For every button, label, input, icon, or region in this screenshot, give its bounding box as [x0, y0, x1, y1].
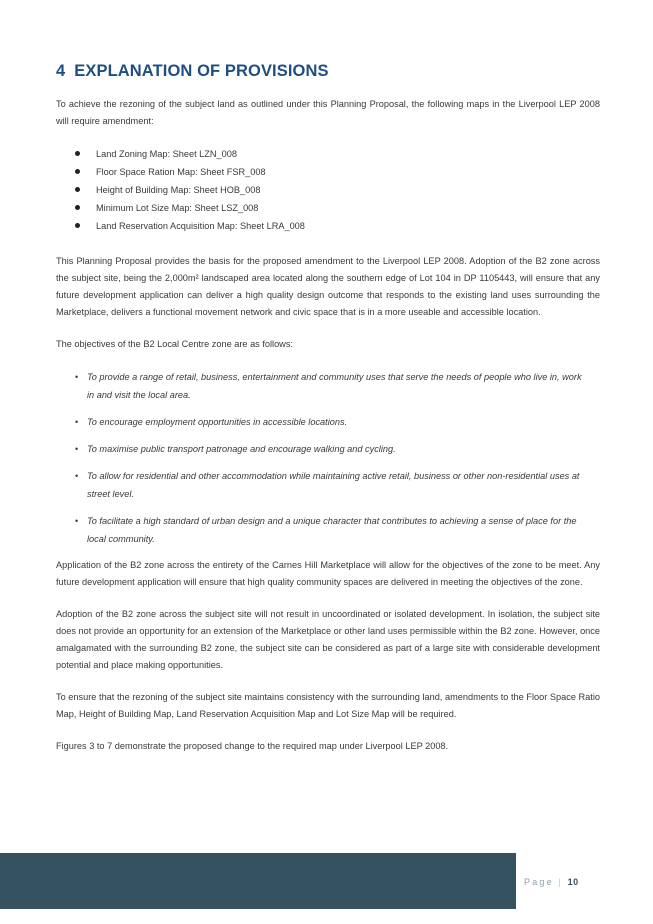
application-paragraph: Application of the B2 zone across the entirety of the Carnes Hill Marketplace will allow for the objectives of the zone to be meet. Any future development application will ensure that high quality community spaces are delivered in meeting the objectives of the zone. [56, 560, 600, 587]
objective-text: To encourage employment opportunities in accessible locations. [87, 417, 348, 427]
consistency-paragraph: To ensure that the rezoning of the subject site maintains consistency with the surrounding land, amendments to the Floor Space Ratio Map, Height of Building Map, Land Reservation Acquisition Map and Lot Size Map will be required. [56, 692, 600, 719]
page-separator: | [558, 877, 561, 887]
page-footer [524, 877, 579, 887]
proposal-paragraph: This Planning Proposal provides the basis for the proposed amendment to the Liverpool LEP 2008. Adoption of the B2 zone across the subject site, being the 2,000m² landscaped area located along the southern edge of Lot 104 in DP 1105443, will ensure that any future development application can deliver a high quality design outcome that responds to the existing land uses surrounding the Marketplace, delivers a functional movement network and civic space that is in a more useable and accessible location. [56, 256, 600, 317]
bullet: • [75, 372, 79, 382]
page-content [56, 62, 600, 770]
list-item [56, 368, 600, 404]
section-heading [56, 62, 600, 81]
list-item: Land Reservation Acquisition Map: Sheet LRA_008 [56, 217, 600, 235]
intro-paragraph: To achieve the rezoning of the subject land as outlined under this Planning Proposal, the following maps in the Liverpool LEP 2008 will require amendment: [56, 99, 600, 126]
bullet: • [75, 417, 79, 427]
list-item [56, 440, 600, 458]
objective-text: To allow for residential and other accommodation while maintaining active retail, business or other non-residential uses at street level. [87, 471, 580, 499]
bullet: • [75, 444, 79, 454]
list-item [56, 512, 600, 548]
bullet: • [75, 516, 79, 526]
list-item: Floor Space Ration Map: Sheet FSR_008 [56, 163, 600, 181]
bullet: • [75, 471, 79, 481]
objective-text: To facilitate a high standard of urban design and a unique character that contributes to achieving a sense of place for the local community. [87, 516, 577, 544]
maps-list [56, 145, 600, 235]
page-number: 10 [567, 877, 579, 887]
list-item: Land Zoning Map: Sheet LZN_008 [56, 145, 600, 163]
objective-text: To provide a range of retail, business, entertainment and community uses that serve the needs of people who live in, work in and visit the local area. [87, 372, 582, 400]
figures-paragraph: Figures 3 to 7 demonstrate the proposed change to the required map under Liverpool LEP 2008. [56, 741, 449, 751]
section-number: 4 [56, 62, 66, 80]
list-item [56, 467, 600, 503]
objectives-list [56, 368, 600, 548]
section-title: EXPLANATION OF PROVISIONS [74, 62, 329, 80]
list-item: Minimum Lot Size Map: Sheet LSZ_008 [56, 199, 600, 217]
adoption-paragraph: Adoption of the B2 zone across the subject site will not result in uncoordinated or isolated development. In isolation, the subject site does not provide an opportunity for an extension of the Marketplace or other land uses permissible within the B2 zone. However, once amalgamated with the surrounding B2 zone, the subject site can be considered as part of a large site with considerable development potential and place making opportunities. [56, 609, 600, 670]
list-item: Height of Building Map: Sheet HOB_008 [56, 181, 600, 199]
list-item [56, 413, 600, 431]
objectives-intro: The objectives of the B2 Local Centre zone are as follows: [56, 339, 293, 349]
footer-band [0, 853, 516, 909]
page-label: Page [524, 877, 554, 887]
objective-text: To maximise public transport patronage and encourage walking and cycling. [87, 444, 396, 454]
